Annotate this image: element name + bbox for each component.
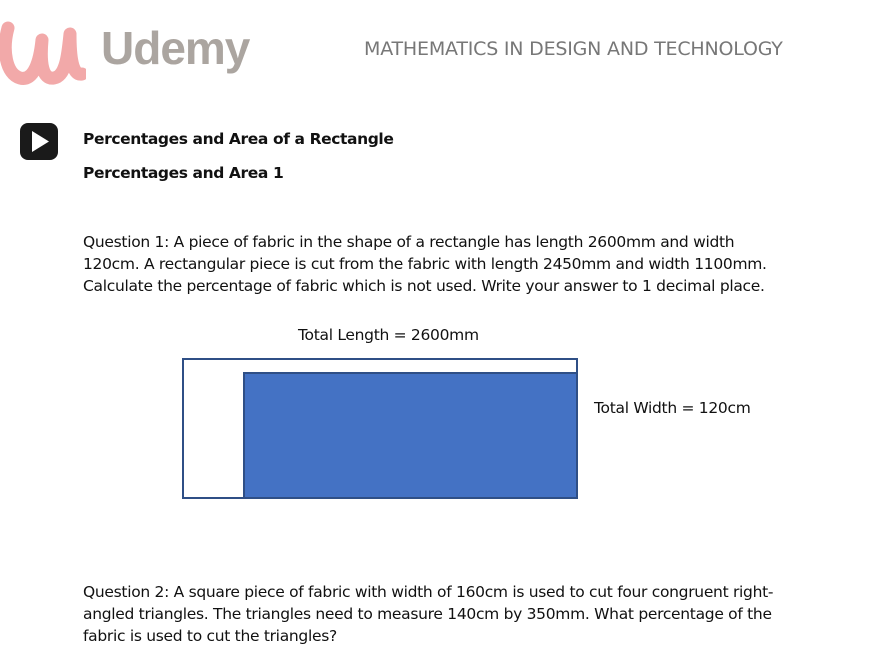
- brand-name: Udemy: [101, 22, 250, 74]
- question-line: Question 2: A square piece of fabric with width of 160cm is used to cut four congruent right-: [83, 583, 774, 601]
- cut-piece-rectangle: [243, 372, 578, 499]
- course-title: MATHEMATICS IN DESIGN AND TECHNOLOGY: [364, 38, 783, 60]
- question-1: [83, 231, 803, 297]
- lesson-subtitle: Percentages and Area 1: [83, 164, 284, 182]
- question-2: [83, 581, 803, 647]
- question-line: Calculate the percentage of fabric which is not used. Write your answer to 1 decimal place.: [83, 277, 765, 295]
- question-line: 120cm. A rectangular piece is cut from the fabric with length 2450mm and width 1100mm.: [83, 255, 767, 273]
- play-icon[interactable]: [20, 123, 58, 160]
- question-line: angled triangles. The triangles need to measure 140cm by 350mm. What percentage of the: [83, 605, 772, 623]
- udemy-logo-icon: [0, 10, 86, 86]
- total-length-label: Total Length = 2600mm: [298, 326, 479, 344]
- question-line: Question 1: A piece of fabric in the shape of a rectangle has length 2600mm and width: [83, 233, 735, 251]
- total-width-label: Total Width = 120cm: [594, 399, 751, 417]
- question-line: fabric is used to cut the triangles?: [83, 627, 337, 645]
- lesson-title: Percentages and Area of a Rectangle: [83, 130, 394, 148]
